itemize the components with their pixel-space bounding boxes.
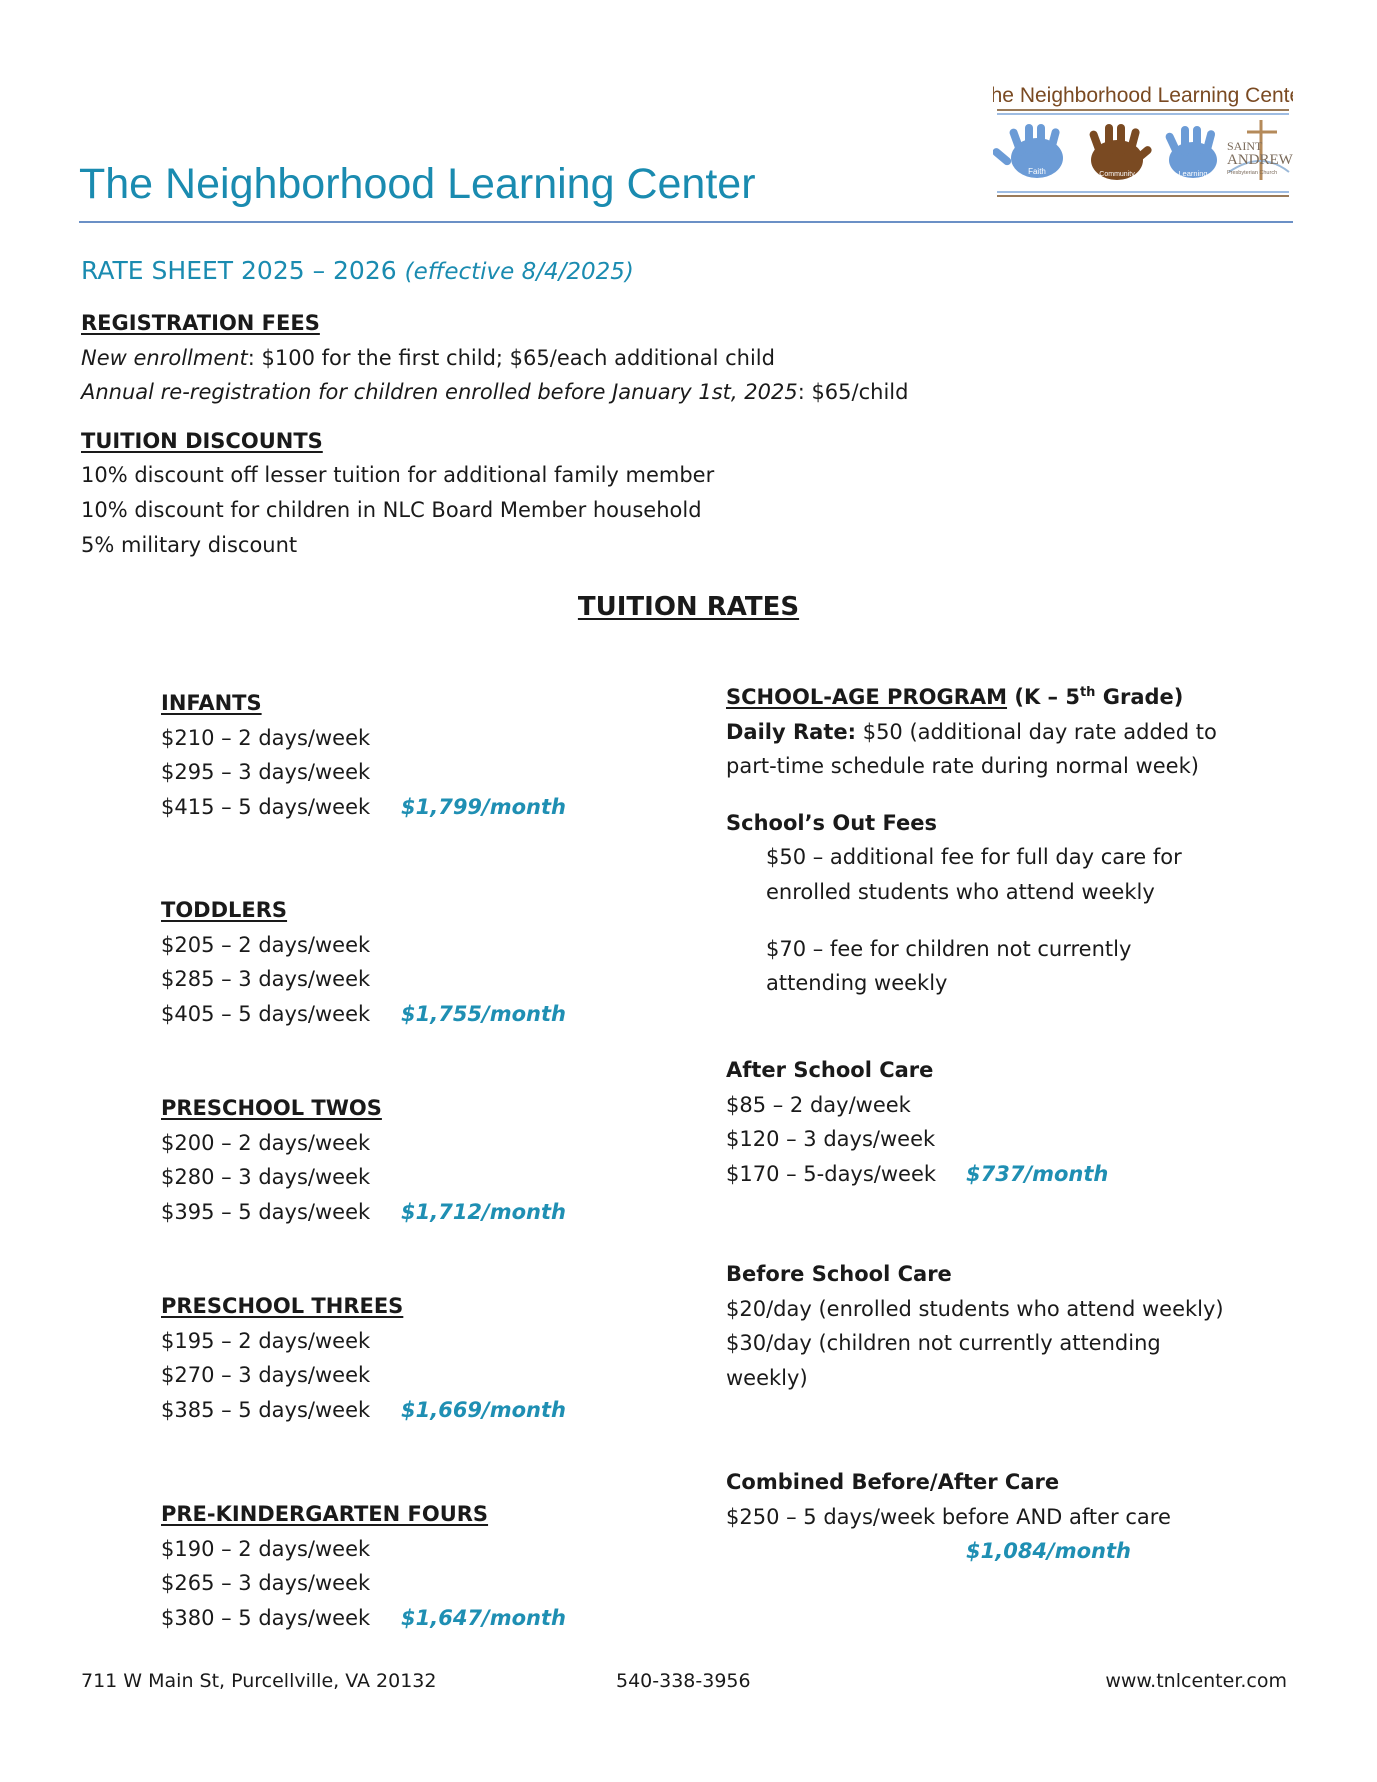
rate-line: $270 – 3 days/week [161, 1363, 371, 1388]
svg-text:ANDREW: ANDREW [1227, 152, 1293, 168]
schools-out-fee-2: $70 – fee for children not currently [766, 936, 1132, 961]
rate-sheet-year: RATE SHEET 2025 – 2026 [81, 256, 397, 285]
before-school-heading: Before School Care [726, 1262, 952, 1286]
rate-line: $415 – 5 days/week $1,799/month [161, 790, 581, 825]
monthly-rate: $1,669/month [401, 1397, 566, 1422]
program-heading: PRESCHOOL TWOS [161, 1096, 382, 1120]
schools-out-fee-1-cont: enrolled students who attend weekly [766, 879, 1155, 904]
rate-line: $380 – 5 days/week $1,647/month [161, 1601, 581, 1636]
rate-line: $205 – 2 days/week [161, 932, 371, 957]
logo-graphic [993, 80, 1293, 202]
rate-line: $280 – 3 days/week [161, 1165, 371, 1190]
monthly-rate: $1,712/month [401, 1199, 566, 1224]
discount-item: 10% discount off lesser tuition for additional family member [81, 463, 715, 488]
before-school-rate-1: $20/day (enrolled students who attend weekly) [726, 1296, 1224, 1321]
schools-out-fee-2-cont: attending weekly [766, 971, 948, 996]
svg-text:Presbyterian Church: Presbyterian Church [1227, 170, 1278, 176]
program-heading: INFANTS [161, 691, 262, 715]
school-age-block [726, 676, 1286, 1001]
logo [993, 80, 1293, 202]
footer-website[interactable]: www.tnlcenter.com [1105, 1670, 1287, 1692]
before-school-rate-2-cont: weekly) [726, 1365, 808, 1390]
monthly-rate: $1,084/month [966, 1539, 1131, 1564]
combined-care-heading: Combined Before/After Care [726, 1470, 1060, 1494]
preschool-threes-block [161, 1289, 581, 1427]
pre-k-fours-block [161, 1497, 581, 1635]
infants-block [161, 686, 581, 824]
rate-sheet-title [81, 256, 634, 285]
before-school-rate-2: $30/day (children not currently attending [726, 1331, 1161, 1356]
title-divider [79, 221, 1293, 223]
program-heading: TODDLERS [161, 898, 288, 922]
registration-fees-heading: REGISTRATION FEES [81, 311, 320, 335]
rate-line: $405 – 5 days/week $1,755/month [161, 997, 581, 1032]
monthly-rate: $737/month [966, 1161, 1109, 1186]
rate-line: $295 – 3 days/week [161, 760, 371, 785]
program-heading: PRE-KINDERGARTEN FOURS [161, 1502, 489, 1526]
rate-line: $195 – 2 days/week [161, 1328, 371, 1353]
rate-sheet-effective: (effective 8/4/2025) [404, 259, 634, 285]
svg-text:Community: Community [1099, 171, 1135, 178]
school-age-heading: SCHOOL-AGE PROGRAM (K – 5th Grade) [726, 685, 1184, 709]
new-enrollment-line: New enrollment: $100 for the first child; $65/each additional child [81, 345, 775, 370]
after-school-heading: After School Care [726, 1058, 934, 1082]
rate-line: $395 – 5 days/week $1,712/month [161, 1195, 581, 1230]
svg-text:SAINT: SAINT [1227, 139, 1263, 153]
rate-line: $170 – 5-days/week $737/month [726, 1157, 1286, 1192]
rate-line: $385 – 5 days/week $1,669/month [161, 1393, 581, 1428]
rate-line: $85 – 2 day/week [726, 1092, 911, 1117]
monthly-rate: $1,799/month [401, 794, 566, 819]
monthly-rate: $1,647/month [401, 1605, 566, 1630]
preschool-twos-block [161, 1091, 581, 1229]
combined-care-block [726, 1465, 1286, 1569]
footer-phone: 540-338-3956 [616, 1670, 751, 1692]
rate-line: $210 – 2 days/week [161, 725, 371, 750]
before-school-block [726, 1257, 1286, 1395]
svg-text:Faith: Faith [1028, 167, 1046, 176]
fees-section [81, 306, 908, 562]
rate-line: $120 – 3 days/week [726, 1127, 936, 1152]
svg-text:Learning: Learning [1178, 169, 1208, 178]
schools-out-heading: School’s Out Fees [726, 810, 937, 835]
rate-line: $190 – 2 days/week [161, 1536, 371, 1561]
footer-address: 711 W Main St, Purcellville, VA 20132 [81, 1670, 437, 1692]
program-heading: PRESCHOOL THREES [161, 1294, 404, 1318]
tuition-rates-heading: TUITION RATES [577, 592, 800, 622]
daily-rate-line: Daily Rate: $50 (additional day rate added to [726, 719, 1217, 744]
page-title: The Neighborhood Learning Center [79, 160, 756, 208]
logo-title: The Neighborhood Learning Center [993, 84, 1293, 107]
discount-item: 5% military discount [81, 532, 298, 557]
monthly-rate: $1,755/month [401, 1001, 566, 1026]
schools-out-fee-1: $50 – additional fee for full day care for [766, 845, 1182, 870]
daily-rate-line-2: part-time schedule rate during normal week) [726, 754, 1199, 779]
rate-line: $285 – 3 days/week [161, 967, 371, 992]
after-school-block [726, 1053, 1286, 1191]
toddlers-block [161, 893, 581, 1031]
rate-line: $265 – 3 days/week [161, 1571, 371, 1596]
tuition-discounts-heading: TUITION DISCOUNTS [81, 428, 323, 453]
discount-item: 10% discount for children in NLC Board Member household [81, 497, 702, 522]
combined-care-rate: $250 – 5 days/week before AND after care [726, 1504, 1171, 1529]
rate-line: $200 – 2 days/week [161, 1130, 371, 1155]
reregistration-line: Annual re-registration for children enrolled before January 1st, 2025: $65/child [81, 380, 909, 405]
